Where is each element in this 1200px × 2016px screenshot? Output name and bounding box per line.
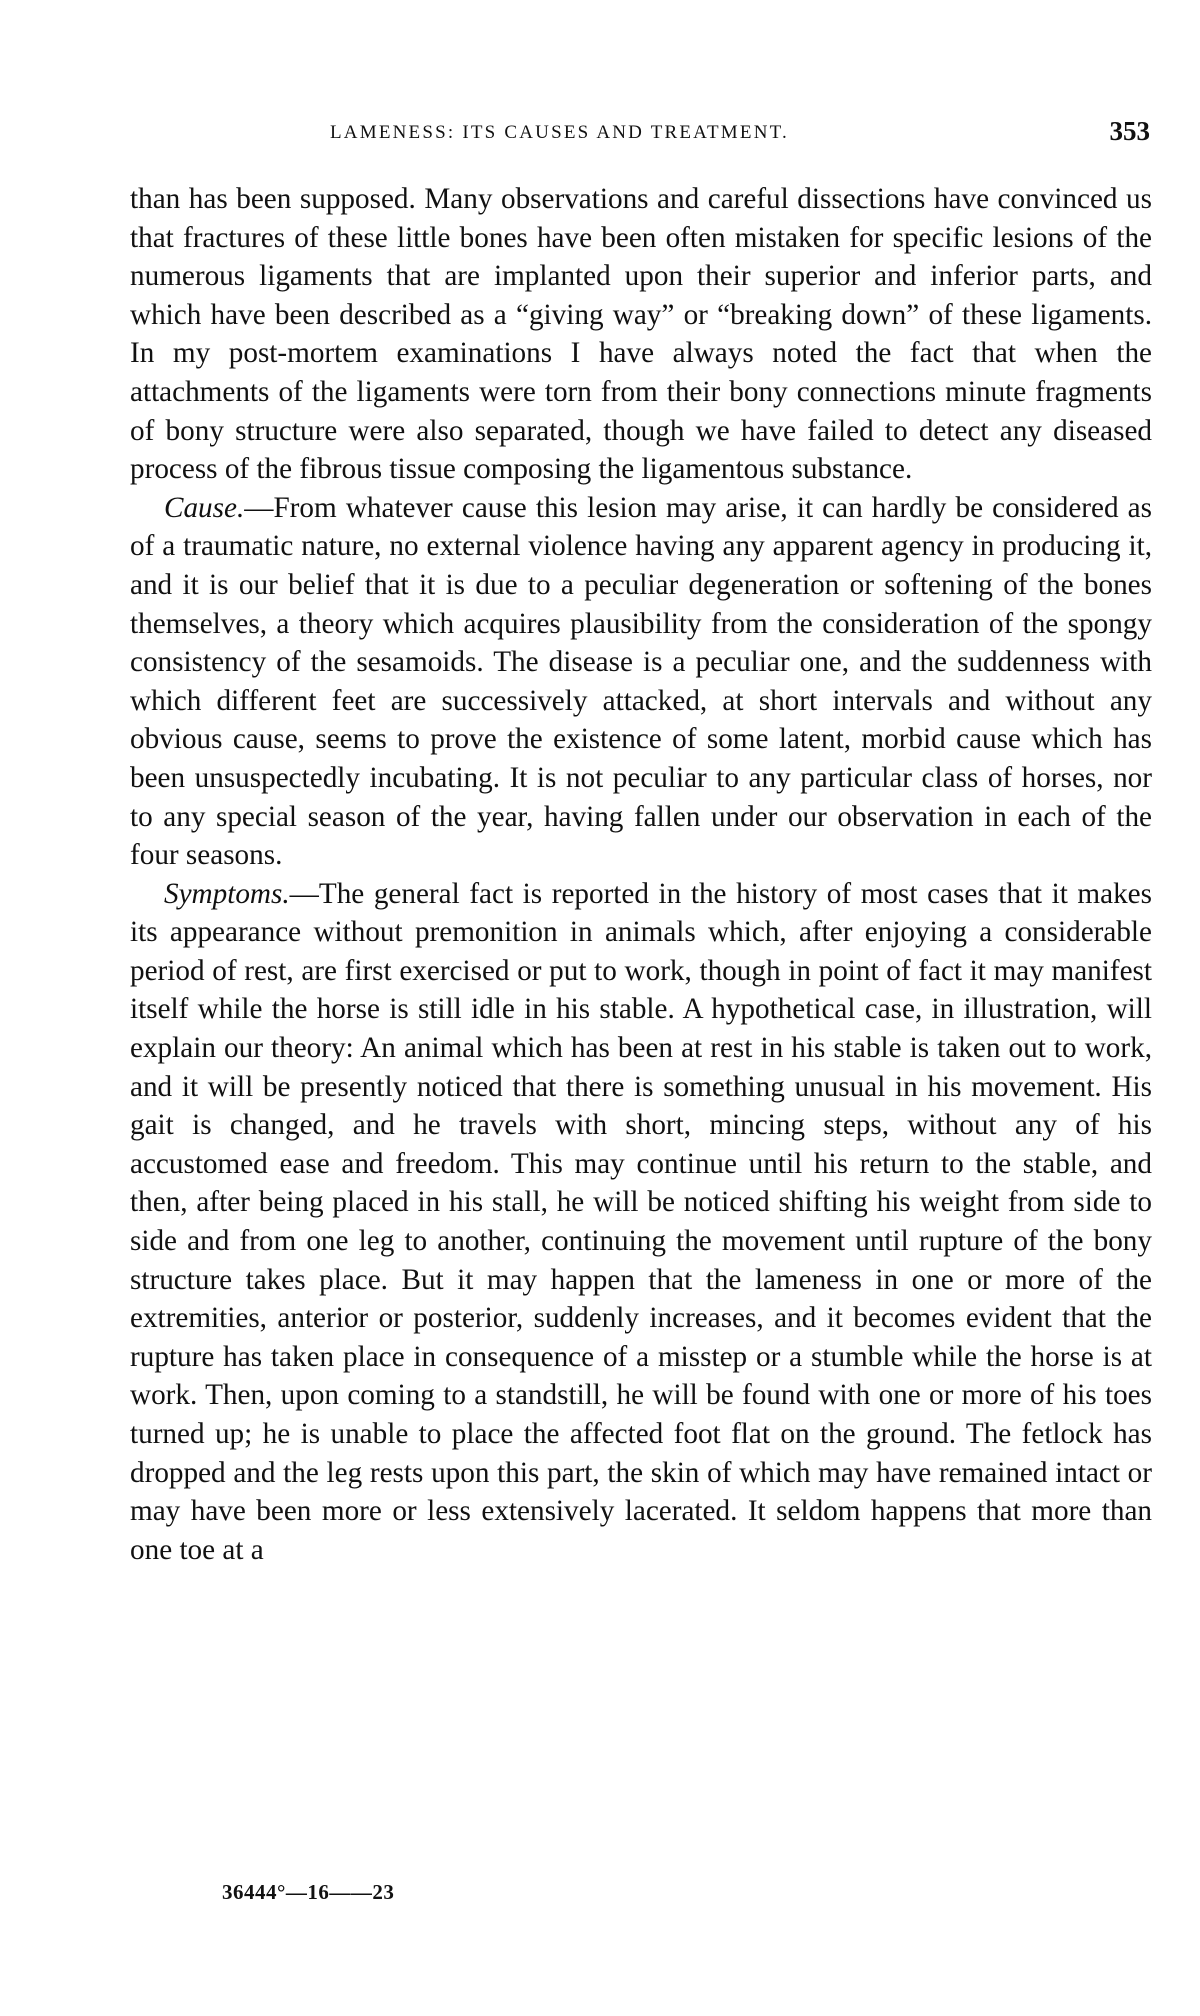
paragraph-text: —From whatever cause this lesion may arise, it can hardly be considered as of a traumatic nature, no external violence having any apparent agency in producing it, and it is our belief that it is due to a peculiar degeneration or softening of the bones themselves, a theory which acquires plausibility from the consideration of the spongy consistency of the sesamoids. The disease is a peculiar one, and the suddenness with which different feet are successively attacked, at short intervals and without any obvious cause, seems to prove the existence of some latent, morbid cause which has been unsuspectedly incubating. It is not peculiar to any particular class of horses, nor to any special season of the year, having fallen under our observation in each of the four seasons. — [130, 491, 1152, 872]
page-number: 353 — [1109, 116, 1150, 146]
running-header — [130, 118, 1150, 158]
paragraph-cause — [130, 489, 1152, 875]
paragraph-lead-cause: Cause. — [164, 491, 245, 524]
paragraph-continuation — [130, 180, 1152, 489]
paragraph-symptoms — [130, 875, 1152, 1570]
paragraph-text: than has been supposed. Many observations and careful dissections have convinced us that fractures of these little bones have been often mistaken for specific lesions of the numerous ligaments that are implanted upon their superior and inferior parts, and which have been described as a “giving way” or “breaking down” of these ligaments. In my post-mortem examinations I have always noted the fact that when the attachments of the ligaments were torn from their bony connections minute fragments of bony structure were also separated, though we have failed to detect any diseased process of the fibrous tissue composing the ligamentous substance. — [130, 183, 1152, 486]
body-text — [130, 180, 1152, 1569]
printer-signature: 36444°—16——23 — [222, 1880, 395, 1904]
paragraph-text: —The general fact is reported in the history of most cases that it makes its appearance without premonition in animals which, after enjoying a considerable period of rest, are first exercised or put to work, though in point of fact it may manifest itself while the horse is still idle in his stable. A hypothetical case, in illustration, will explain our theory: An animal which has been at rest in his stable is taken out to work, and it will be presently noticed that there is something unusual in his movement. His gait is changed, and he travels with short, mincing steps, without any of his accustomed ease and freedom. This may continue until his return to the stable, and then, after being placed in his stall, he will be noticed shifting his weight from side to side and from one leg to another, continuing the movement until rupture of the bony structure takes place. But it may happen that the lameness in one or more of the extremities, anterior or posterior, suddenly increases, and it becomes evident that the rupture has taken place in consequence of a misstep or a stumble while the horse is at work. Then, upon coming to a standstill, he will be found with one or more of his toes turned up; he is unable to place the affected foot flat on the ground. The fetlock has dropped and the leg rests upon this part, the skin of which may have remained intact or may have been more or less extensively lacerated. It seldom happens that more than one toe at a — [130, 877, 1152, 1566]
running-title: LAMENESS: ITS CAUSES AND TREATMENT. — [330, 122, 789, 143]
paragraph-lead-symptoms: Symptoms. — [164, 877, 290, 910]
